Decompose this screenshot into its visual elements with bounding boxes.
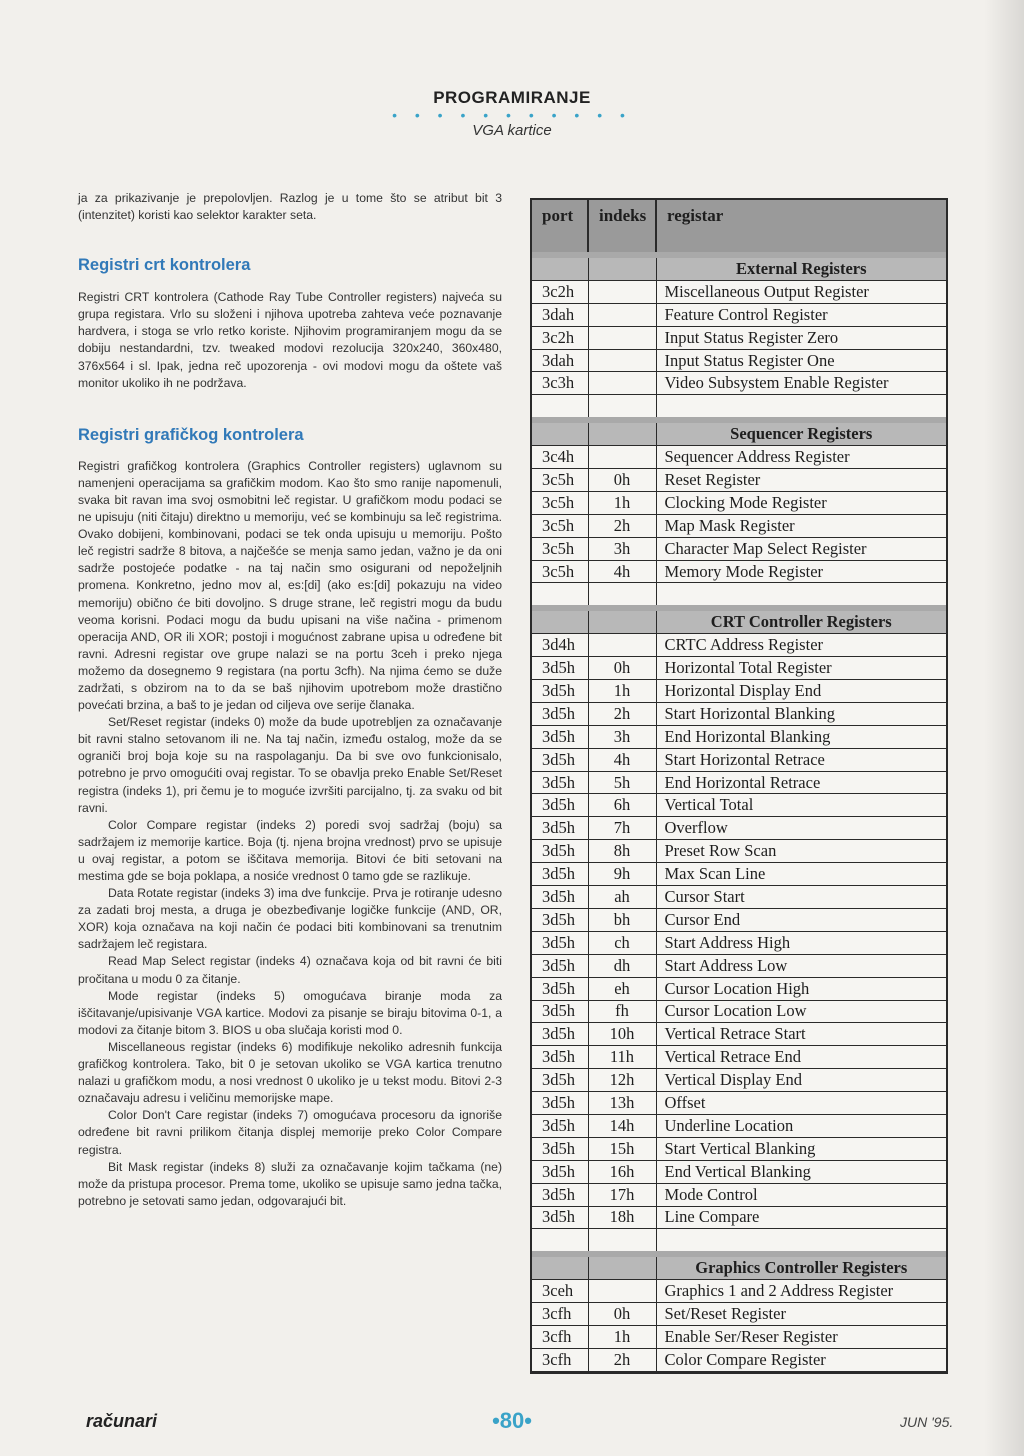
register-cell: Input Status Register Zero xyxy=(656,326,946,349)
graphics-paragraph: Color Compare registar (indeks 2) poredi svoj sadržaj (boju) sa sadržajem iz memorije kartice. Boja (tj. njena brojna vrednost) prvo se upisuje u ovaj registar, a potom se iščitava memorija. Bitovi će biti setovani na mestima gde se boja poklapa, a nosiće vrednost 0 tamo gde se razlikuje. xyxy=(78,817,502,883)
index-cell: 15h xyxy=(588,1137,656,1160)
index-cell: eh xyxy=(588,977,656,1000)
register-cell: Horizontal Total Register xyxy=(656,657,946,680)
table-row xyxy=(532,1280,946,1303)
index-cell: 16h xyxy=(588,1160,656,1183)
index-cell xyxy=(588,1229,656,1254)
port-cell: 3d5h xyxy=(532,931,588,954)
register-cell: Set/Reset Register xyxy=(656,1303,946,1326)
port-cell: 3cfh xyxy=(532,1348,588,1371)
table-row xyxy=(532,840,946,863)
header-index: indeks xyxy=(588,200,656,255)
graphics-paragraph: Set/Reset registar (indeks 0) može da bude upotrebljen za označavanje bit ravni stalno setovanom ili ne. Na taj način, između ostalog, može da se ograniči broj boja koje su na raspolaganju. Da bi sve ovo funkcionisalo, potrebno je prvo omogućiti ovaj registar. To se obavlja preko Enable Set/Reset registra (indeks 1), pri čemu je to moguće izvršiti parcijalno, tj. za svaku od bit ravni. xyxy=(78,715,502,815)
register-cell: Start Address High xyxy=(656,931,946,954)
table-row xyxy=(532,1092,946,1115)
index-cell xyxy=(588,303,656,326)
page-edge-shadow xyxy=(984,0,1024,1456)
table-row xyxy=(532,817,946,840)
port-cell: 3d5h xyxy=(532,1023,588,1046)
article-column xyxy=(78,190,502,1210)
register-cell: End Vertical Blanking xyxy=(656,1160,946,1183)
port-cell: 3d5h xyxy=(532,794,588,817)
index-cell xyxy=(588,280,656,303)
register-cell: Memory Mode Register xyxy=(656,560,946,583)
register-cell: Character Map Select Register xyxy=(656,537,946,560)
index-cell: bh xyxy=(588,908,656,931)
port-cell xyxy=(532,395,588,420)
table-row xyxy=(532,702,946,725)
register-cell: Start Horizontal Blanking xyxy=(656,702,946,725)
table-row xyxy=(532,469,946,492)
port-cell: 3c5h xyxy=(532,491,588,514)
table-row xyxy=(532,1325,946,1348)
index-cell xyxy=(588,583,656,608)
register-cell: Overflow xyxy=(656,817,946,840)
index-cell: 2h xyxy=(588,514,656,537)
table-row xyxy=(532,931,946,954)
table-header-row xyxy=(532,200,946,255)
index-cell: 2h xyxy=(588,702,656,725)
index-cell: 17h xyxy=(588,1183,656,1206)
table-row xyxy=(532,725,946,748)
group-spacer-cell xyxy=(588,608,656,633)
index-cell: 3h xyxy=(588,725,656,748)
table-row xyxy=(532,1348,946,1371)
table-row xyxy=(532,1046,946,1069)
group-spacer-cell xyxy=(532,420,588,445)
port-cell: 3d5h xyxy=(532,1206,588,1229)
table-row xyxy=(532,372,946,395)
graphics-paragraph: Data Rotate registar (indeks 3) ima dve funkcije. Prva je rotiranje udesno za zadati broj mesta, a druga je obezbeđivanje logičke funkcije (AND, OR, XOR) koja označava na koji način će podaci biti kombinovani sa trenutnim sadržajem leč registara. xyxy=(78,886,502,952)
index-cell: 9h xyxy=(588,863,656,886)
page-number: •80• xyxy=(492,1408,532,1433)
table-row xyxy=(532,1303,946,1326)
index-cell: 1h xyxy=(588,491,656,514)
table-row xyxy=(532,863,946,886)
group-name: Graphics Controller Registers xyxy=(656,1254,946,1279)
register-cell: Vertical Retrace Start xyxy=(656,1023,946,1046)
table-row xyxy=(532,395,946,420)
table-row xyxy=(532,1023,946,1046)
table-row xyxy=(532,1160,946,1183)
port-cell: 3cfh xyxy=(532,1325,588,1348)
table-row xyxy=(532,1206,946,1229)
index-cell: 4h xyxy=(588,560,656,583)
table-row xyxy=(532,886,946,909)
graphics-paragraph: Read Map Select registar (indeks 4) označava koja od bit ravni će biti pročitana u modu 0 za čitanje. xyxy=(78,954,502,986)
register-cell: Clocking Mode Register xyxy=(656,491,946,514)
heading-crt-registers: Registri crt kontrolera xyxy=(78,256,251,275)
graphics-paragraph: Color Don't Care registar (indeks 7) omogućava procesoru da ignoriše određene bit ravni prilikom čitanja displej memorije preko Color Compare registra. xyxy=(78,1108,502,1157)
graphics-paragraphs xyxy=(78,458,502,1210)
table-row xyxy=(532,583,946,608)
index-cell xyxy=(588,1280,656,1303)
register-cell: Max Scan Line xyxy=(656,863,946,886)
register-cell: Color Compare Register xyxy=(656,1348,946,1371)
index-cell: 6h xyxy=(588,794,656,817)
index-cell: 1h xyxy=(588,1325,656,1348)
index-cell: 10h xyxy=(588,1023,656,1046)
port-cell: 3dah xyxy=(532,349,588,372)
port-cell: 3d5h xyxy=(532,657,588,680)
port-cell: 3d5h xyxy=(532,1183,588,1206)
port-cell: 3d4h xyxy=(532,634,588,657)
page-header xyxy=(0,88,1024,139)
index-cell xyxy=(588,326,656,349)
port-cell: 3c5h xyxy=(532,537,588,560)
register-cell: CRTC Address Register xyxy=(656,634,946,657)
index-cell: 4h xyxy=(588,748,656,771)
graphics-paragraph: Registri grafičkog kontrolera (Graphics Controller registers) uglavnom su namenjeni operacijama sa grafičkim modom. Kao što smo ranije napomenuli, svaka bit ravan ima svoj osmobitni leč registar. U grafičkom modu podaci se ne upisuju (niti čitaju) direktno u memoriju, već se kombinuju sa leč registrima. Ovako dobijeni, kombinovani, podaci se tek onda upisuju u memoriju. Pošto leč registri sadrže 8 bitova, a najčešće se menja samo jedan, važno je da oni sadrže postojeće podatke - na taj način smo osigurani od nepoželjnih promena. Konkretno, jedno mov al, es:[di] (ako es:[di] pokazuju na video memoriju) obično će biti dovoljno. S druge strane, leč registri mogu da budu veoma korisni. Podaci mogu da budu upisani na više načina - primenom operacija AND, OR ili XOR; postoji i mogućnost zabrane upisa u određene bit ravni. Adresni registar ove grupe nalazi se na portu 3ceh i preko njega možemo da dosegnemo 9 registara (na portu 3cfh). Na njima ćemo se duže zadržati, s obzirom na to da se baš njihovim upotrebom može drastično povećati brzina, a baš to je jedan od ciljeva ove serije članaka. xyxy=(78,458,502,713)
register-cell: End Horizontal Blanking xyxy=(656,725,946,748)
group-header-row xyxy=(532,608,946,633)
group-name: Sequencer Registers xyxy=(656,420,946,445)
port-cell: 3d5h xyxy=(532,1069,588,1092)
group-spacer-cell xyxy=(532,255,588,280)
index-cell: 0h xyxy=(588,657,656,680)
header-register: registar xyxy=(656,200,946,255)
graphics-paragraph: Mode registar (indeks 5) omogućava biranje moda za iščitavanje/upisivanje VGA kartice. Modovi za pisanje se biraju bitovima 0-1, a modovi za čitanje bitom 3. BIOS u oba slučaja koristi mod 0. xyxy=(78,988,502,1037)
group-header-row xyxy=(532,1254,946,1279)
port-cell xyxy=(532,583,588,608)
group-header-row xyxy=(532,420,946,445)
register-cell: Sequencer Address Register xyxy=(656,446,946,469)
index-cell: 5h xyxy=(588,771,656,794)
register-cell: Reset Register xyxy=(656,469,946,492)
port-cell: 3cfh xyxy=(532,1303,588,1326)
index-cell: 8h xyxy=(588,840,656,863)
table-row xyxy=(532,954,946,977)
port-cell: 3d5h xyxy=(532,886,588,909)
index-cell: 7h xyxy=(588,817,656,840)
group-spacer-cell xyxy=(588,255,656,280)
port-cell: 3d5h xyxy=(532,725,588,748)
table-row xyxy=(532,977,946,1000)
table-row xyxy=(532,748,946,771)
port-cell: 3c5h xyxy=(532,514,588,537)
index-cell xyxy=(588,446,656,469)
index-cell: ch xyxy=(588,931,656,954)
port-cell: 3d5h xyxy=(532,1046,588,1069)
index-cell xyxy=(588,349,656,372)
port-cell: 3c5h xyxy=(532,469,588,492)
table-row xyxy=(532,514,946,537)
port-cell: 3c3h xyxy=(532,372,588,395)
register-cell: Cursor Location High xyxy=(656,977,946,1000)
port-cell: 3d5h xyxy=(532,748,588,771)
register-cell: Start Vertical Blanking xyxy=(656,1137,946,1160)
table-row xyxy=(532,303,946,326)
magazine-name: računari xyxy=(86,1411,158,1431)
port-cell xyxy=(532,1229,588,1254)
index-cell xyxy=(588,395,656,420)
register-cell: Feature Control Register xyxy=(656,303,946,326)
graphics-paragraph: Miscellaneous registar (indeks 6) modifikuje nekoliko adresnih funkcija grafičkog kontrolera. Tako, bit 0 je setovan ukoliko se VGA kartica trenutno nalazi u grafičkom modu, a nosi vrednost 0 ukoliko je u tekst modu. Bitovi 2-3 označavaju adresu i veličinu memorijske mape. xyxy=(78,1039,502,1106)
intro-paragraph: ja za prikazivanje je prepolovljen. Razlog je u tome što se atribut bit 3 (intenzitet) koristi kao selektor karakter seta. xyxy=(78,191,502,223)
register-cell xyxy=(656,1229,946,1254)
header-dots: • • • • • • • • • • • xyxy=(392,107,632,123)
table-row xyxy=(532,1229,946,1254)
table-row xyxy=(532,1114,946,1137)
table-body xyxy=(532,255,946,1371)
port-cell: 3d5h xyxy=(532,680,588,703)
register-cell: Vertical Display End xyxy=(656,1069,946,1092)
register-cell: Vertical Total xyxy=(656,794,946,817)
index-cell: ah xyxy=(588,886,656,909)
register-cell: Horizontal Display End xyxy=(656,680,946,703)
register-cell: End Horizontal Retrace xyxy=(656,771,946,794)
register-cell: Map Mask Register xyxy=(656,514,946,537)
index-cell: dh xyxy=(588,954,656,977)
table-row xyxy=(532,349,946,372)
port-cell: 3dah xyxy=(532,303,588,326)
index-cell: 0h xyxy=(588,1303,656,1326)
index-cell: 0h xyxy=(588,469,656,492)
port-cell: 3d5h xyxy=(532,1092,588,1115)
port-cell: 3ceh xyxy=(532,1280,588,1303)
index-cell: 1h xyxy=(588,680,656,703)
index-cell: 14h xyxy=(588,1114,656,1137)
register-cell: Video Subsystem Enable Register xyxy=(656,372,946,395)
table-row xyxy=(532,1183,946,1206)
port-cell: 3c5h xyxy=(532,560,588,583)
port-cell: 3d5h xyxy=(532,954,588,977)
register-cell: Enable Ser/Reser Register xyxy=(656,1325,946,1348)
register-cell xyxy=(656,583,946,608)
register-cell: Start Address Low xyxy=(656,954,946,977)
index-cell: 11h xyxy=(588,1046,656,1069)
index-cell: 13h xyxy=(588,1092,656,1115)
table-row xyxy=(532,634,946,657)
issue-date: JUN '95. xyxy=(900,1414,954,1430)
section-name: PROGRAMIRANJE xyxy=(433,88,591,107)
port-cell: 3d5h xyxy=(532,863,588,886)
register-cell: Cursor Location Low xyxy=(656,1000,946,1023)
port-cell: 3d5h xyxy=(532,1114,588,1137)
group-spacer-cell xyxy=(588,1254,656,1279)
register-table xyxy=(530,198,948,1374)
group-spacer-cell xyxy=(532,1254,588,1279)
register-cell: Offset xyxy=(656,1092,946,1115)
section-subtitle: VGA kartice xyxy=(472,122,552,139)
group-name: External Registers xyxy=(656,255,946,280)
group-spacer-cell xyxy=(588,420,656,445)
port-cell: 3c2h xyxy=(532,326,588,349)
register-cell: Underline Location xyxy=(656,1114,946,1137)
group-header-row xyxy=(532,255,946,280)
register-cell: Cursor End xyxy=(656,908,946,931)
group-name: CRT Controller Registers xyxy=(656,608,946,633)
register-cell: Start Horizontal Retrace xyxy=(656,748,946,771)
table-row xyxy=(532,491,946,514)
index-cell xyxy=(588,634,656,657)
register-cell: Cursor Start xyxy=(656,886,946,909)
graphics-paragraph: Bit Mask registar (indeks 8) služi za označavanje kojim tačkama (ne) može da pristupa procesor. Prema tome, ukoliko se upisuje samo jedna tačka, potrebno je setovati samo jedan, odgovarajući bit. xyxy=(78,1159,502,1208)
register-cell: Mode Control xyxy=(656,1183,946,1206)
table-row xyxy=(532,794,946,817)
heading-graphics-registers: Registri grafičkog kontrolera xyxy=(78,425,304,444)
port-cell: 3d5h xyxy=(532,1137,588,1160)
register-cell: Vertical Retrace End xyxy=(656,1046,946,1069)
table-row xyxy=(532,326,946,349)
index-cell xyxy=(588,372,656,395)
table-row xyxy=(532,657,946,680)
table-row xyxy=(532,560,946,583)
table-row xyxy=(532,908,946,931)
header-port: port xyxy=(532,200,588,255)
index-cell: 2h xyxy=(588,1348,656,1371)
port-cell: 3d5h xyxy=(532,1160,588,1183)
table-row xyxy=(532,280,946,303)
port-cell: 3d5h xyxy=(532,702,588,725)
port-cell: 3d5h xyxy=(532,908,588,931)
register-cell: Preset Row Scan xyxy=(656,840,946,863)
port-cell: 3c2h xyxy=(532,280,588,303)
port-cell: 3c4h xyxy=(532,446,588,469)
table-row xyxy=(532,1000,946,1023)
table-row xyxy=(532,1137,946,1160)
index-cell: 18h xyxy=(588,1206,656,1229)
table-row xyxy=(532,446,946,469)
table-row xyxy=(532,537,946,560)
group-spacer-cell xyxy=(532,608,588,633)
register-cell: Graphics 1 and 2 Address Register xyxy=(656,1280,946,1303)
table-row xyxy=(532,771,946,794)
port-cell: 3d5h xyxy=(532,771,588,794)
port-cell: 3d5h xyxy=(532,817,588,840)
register-cell: Line Compare xyxy=(656,1206,946,1229)
index-cell: 3h xyxy=(588,537,656,560)
register-cell: Miscellaneous Output Register xyxy=(656,280,946,303)
port-cell: 3d5h xyxy=(532,977,588,1000)
table-row xyxy=(532,1069,946,1092)
port-cell: 3d5h xyxy=(532,840,588,863)
index-cell: fh xyxy=(588,1000,656,1023)
port-cell: 3d5h xyxy=(532,1000,588,1023)
table-row xyxy=(532,680,946,703)
register-cell xyxy=(656,395,946,420)
index-cell: 12h xyxy=(588,1069,656,1092)
crt-paragraph: Registri CRT kontrolera (Cathode Ray Tube Controller registers) najveća su grupa registara. Vrlo su složeni i njihova upotreba zahteva veće poznavanje hardvera, i stoga se vrlo retko koriste. Njihovim programiranjem mogu da se dobiju nestandardni, tzv. tweaked modovi rezolucija 320x240, 360x480, 376x564 i sl. Ipak, jedna reč upozorenja - ovi modovi mogu da oštete vaš monitor ukoliko ih ne podržava. xyxy=(78,290,502,390)
register-cell: Input Status Register One xyxy=(656,349,946,372)
